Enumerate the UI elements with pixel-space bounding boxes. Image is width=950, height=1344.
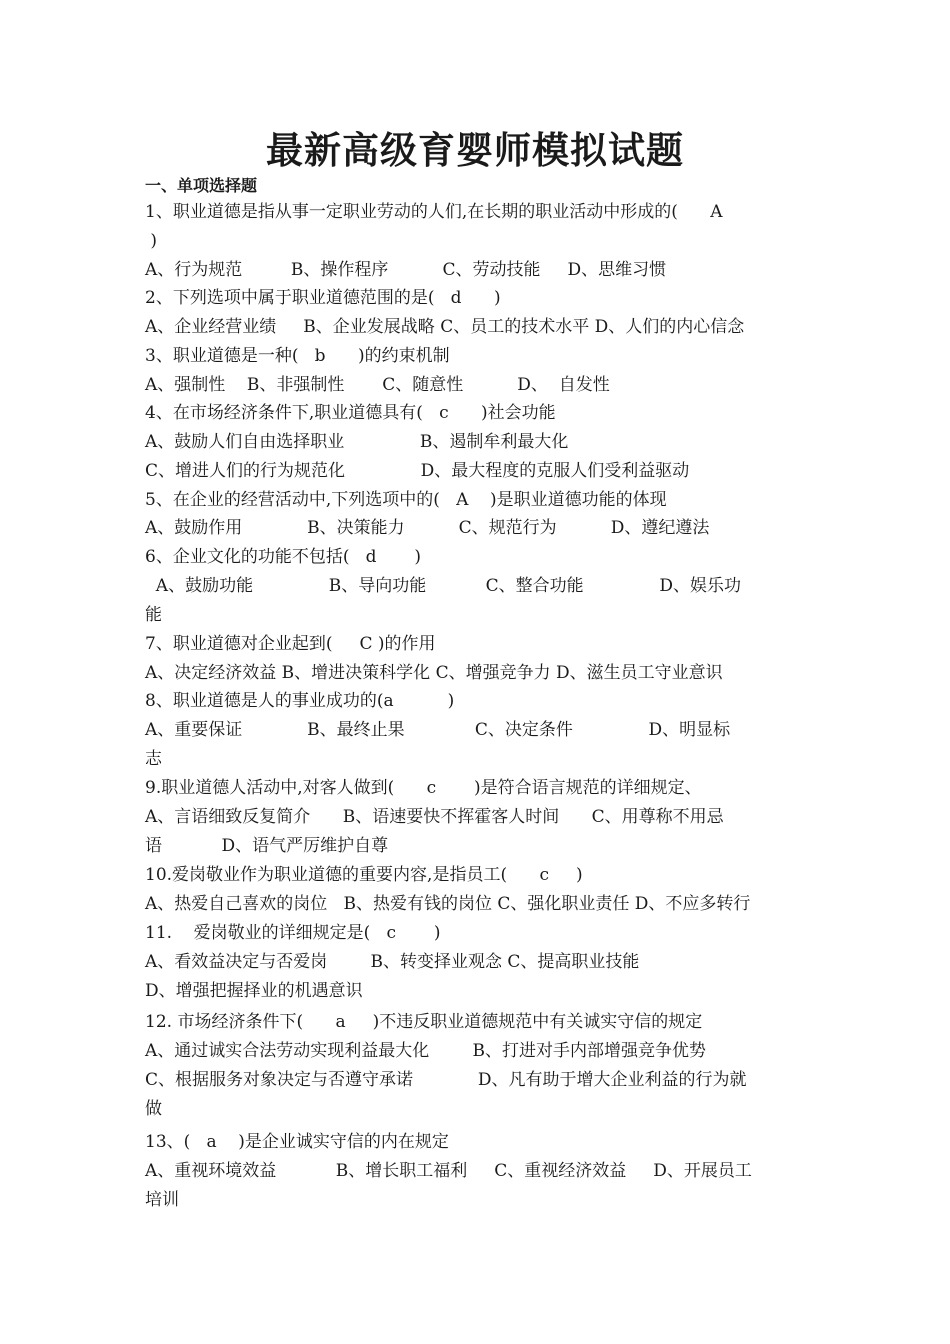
option-line: A、鼓励功能 B、导向功能 C、整合功能 D、娱乐功 (145, 576, 741, 596)
option-line: A、看效益决定与否爱岗 B、转变择业观念 C、提高职业技能 (145, 952, 640, 972)
option-line: 语 D、语气严厉维护自尊 (145, 836, 389, 856)
question-line: 2、下列选项中属于职业道德范围的是( d ) (145, 288, 501, 308)
option-line: C、根据服务对象决定与否遵守承诺 D、凡有助于增大企业利益的行为就 (145, 1070, 747, 1090)
option-line: A、行为规范 B、操作程序 C、劳动技能 D、思维习惯 (145, 260, 667, 280)
option-line: A、重要保证 B、最终止果 C、决定条件 D、明显标 (145, 720, 731, 740)
option-line: A、通过诚实合法劳动实现利益最大化 B、打进对手内部增强竞争优势 (145, 1041, 706, 1061)
option-line: 培训 (145, 1190, 179, 1210)
option-line: A、鼓励人们自由选择职业 B、遏制牟利最大化 (145, 432, 569, 452)
option-line: A、言语细致反复简介 B、语速要快不挥霍客人时间 C、用尊称不用忌 (145, 807, 724, 827)
document-title: 最新高级育婴师模拟试题 (266, 128, 684, 172)
question-line: ) (145, 231, 158, 251)
option-line: A、决定经济效益 B、增进决策科学化 C、增强竞争力 D、滋生员工守业意识 (145, 663, 723, 683)
question-line: 12. 市场经济条件下( a )不违反职业道德规范中有关诚实守信的规定 (145, 1012, 703, 1032)
option-line: 做 (145, 1099, 162, 1119)
option-line: A、重视环境效益 B、增长职工福利 C、重视经济效益 D、开展员工 (145, 1161, 752, 1181)
question-line: 8、职业道德是人的事业成功的(a ) (145, 691, 455, 711)
question-line: 11. 爱岗敬业的详细规定是( c ) (145, 923, 441, 943)
question-line: 5、在企业的经营活动中,下列选项中的( A )是职业道德功能的体现 (145, 490, 667, 510)
option-line: A、鼓励作用 B、决策能力 C、规范行为 D、遵纪遵法 (145, 518, 710, 538)
question-line: 4、在市场经济条件下,职业道德具有( c )社会功能 (145, 403, 556, 423)
question-line: 3、职业道德是一种( b )的约束机制 (145, 346, 450, 366)
option-line: A、强制性 B、非强制性 C、随意性 D、 自发性 (145, 375, 610, 395)
option-line: A、热爱自己喜欢的岗位 B、热爱有钱的岗位 C、强化职业责任 D、不应多转行 (145, 894, 751, 914)
question-line: 13、( a )是企业诚实守信的内在规定 (145, 1132, 449, 1152)
question-line: 6、企业文化的功能不包括( d ) (145, 547, 422, 567)
option-line: A、企业经营业绩 B、企业发展战略 C、员工的技术水平 D、人们的内心信念 (145, 317, 745, 337)
question-line: 9.职业道德人活动中,对客人做到( c )是符合语言规范的详细规定、 (145, 778, 702, 798)
option-line: C、增进人们的行为规范化 D、最大程度的克服人们受利益驱动 (145, 461, 690, 481)
question-line: 10.爱岗敬业作为职业道德的重要内容,是指员工( c ) (145, 865, 583, 885)
question-line: 7、职业道德对企业起到( C )的作用 (145, 634, 436, 654)
option-line: 志 (145, 749, 162, 769)
section-heading: 一、单项选择题 (145, 176, 258, 195)
option-line: D、增强把握择业的机遇意识 (145, 981, 363, 1001)
option-line: 能 (145, 605, 162, 625)
question-line: 1、职业道德是指从事一定职业劳动的人们,在长期的职业活动中形成的( A (145, 202, 723, 222)
